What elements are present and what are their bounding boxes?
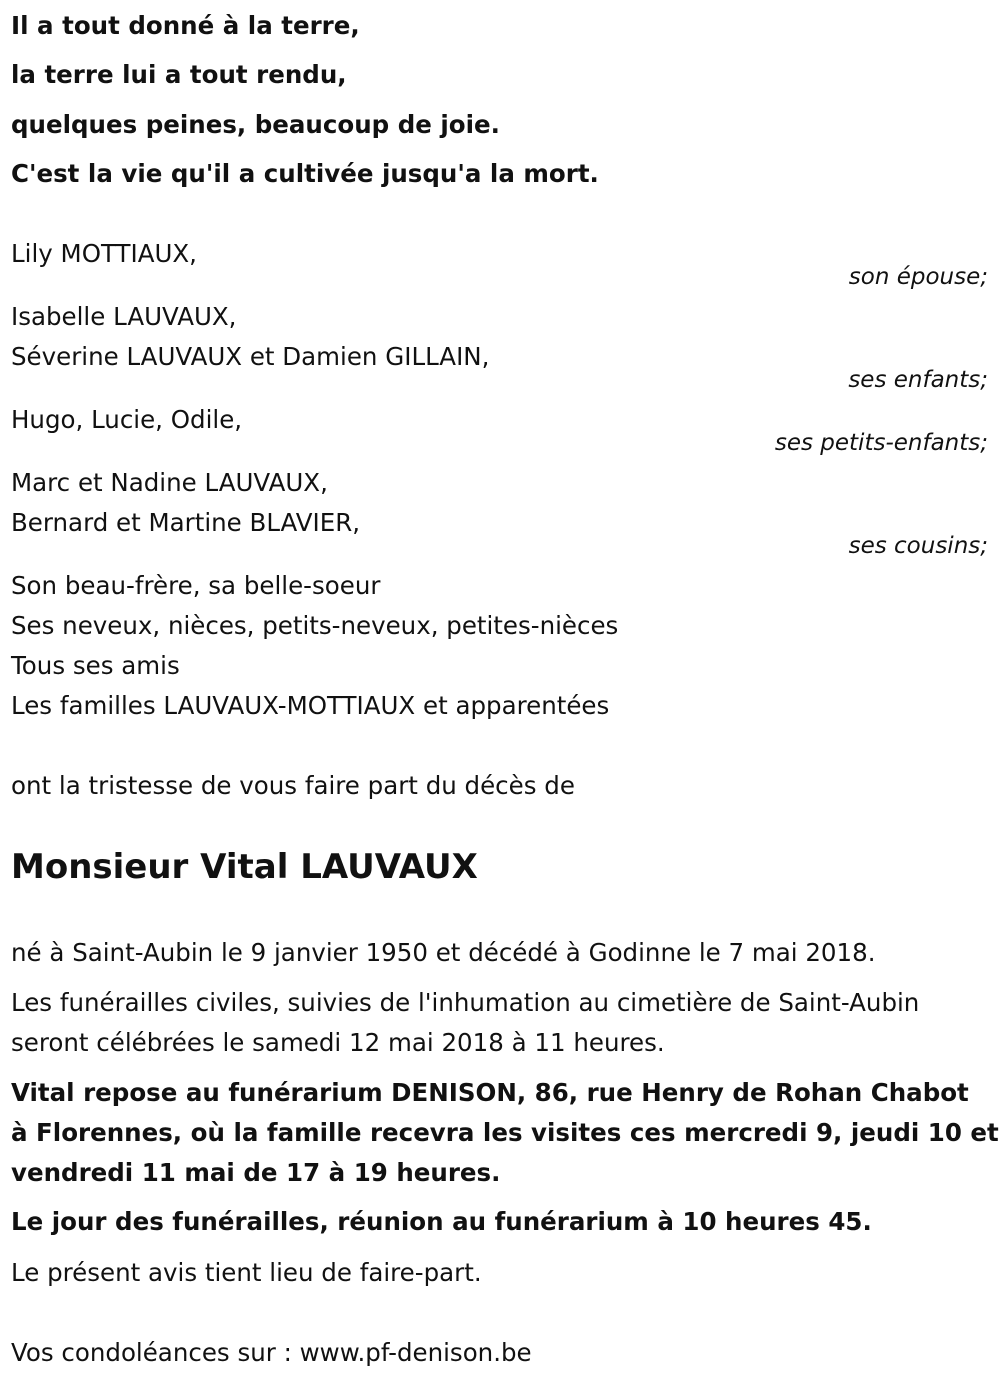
grandchildren-role: ses petits-enfants; [774, 430, 988, 456]
spouse-role: son épouse; [848, 264, 988, 290]
other-relatives-4: Les familles LAUVAUX-MOTTIAUX et apparentées [11, 691, 610, 720]
poem-line-1: Il a tout donné à la terre, [11, 11, 360, 40]
poem-line-4: C'est la vie qu'il a cultivée jusqu'a la mort. [11, 159, 599, 188]
cousin-name-1: Marc et Nadine LAUVAUX, [11, 468, 328, 497]
grandchildren-names: Hugo, Lucie, Odile, [11, 405, 243, 434]
rest-line-2: à Florennes, où la famille recevra les visites ces mercredi 9, jeudi 10 et [11, 1118, 999, 1147]
cousin-name-2: Bernard et Martine BLAVIER, [11, 508, 361, 537]
other-relatives-1: Son beau-frère, sa belle-soeur [11, 571, 381, 600]
rest-line-3: vendredi 11 mai de 17 à 19 heures. [11, 1158, 501, 1187]
poem-line-2: la terre lui a tout rendu, [11, 60, 347, 89]
meeting-text: Le jour des funérailles, réunion au funérarium à 10 heures 45. [11, 1207, 872, 1236]
notice-text: Le présent avis tient lieu de faire-part. [11, 1258, 482, 1287]
child-name-1: Isabelle LAUVAUX, [11, 302, 237, 331]
poem-line-3: quelques peines, beaucoup de joie. [11, 110, 500, 139]
spouse-name: Lily MOTTIAUX, [11, 239, 197, 268]
cousins-role: ses cousins; [848, 533, 988, 559]
children-role: ses enfants; [848, 367, 988, 393]
funeral-line-1: Les funérailles civiles, suivies de l'inhumation au cimetière de Saint-Aubin [11, 988, 920, 1017]
announcement-text: ont la tristesse de vous faire part du décès de [11, 771, 575, 800]
birth-death-text: né à Saint-Aubin le 9 janvier 1950 et décédé à Godinne le 7 mai 2018. [11, 938, 876, 967]
child-name-2: Séverine LAUVAUX et Damien GILLAIN, [11, 342, 490, 371]
rest-line-1: Vital repose au funérarium DENISON, 86, rue Henry de Rohan Chabot [11, 1078, 969, 1107]
funeral-line-2: seront célébrées le samedi 12 mai 2018 à 11 heures. [11, 1028, 665, 1057]
other-relatives-3: Tous ses amis [11, 651, 180, 680]
deceased-name: Monsieur Vital LAUVAUX [11, 847, 478, 887]
condolences-text: Vos condoléances sur : www.pf-denison.be [11, 1338, 532, 1367]
other-relatives-2: Ses neveux, nièces, petits-neveux, petites-nièces [11, 611, 619, 640]
